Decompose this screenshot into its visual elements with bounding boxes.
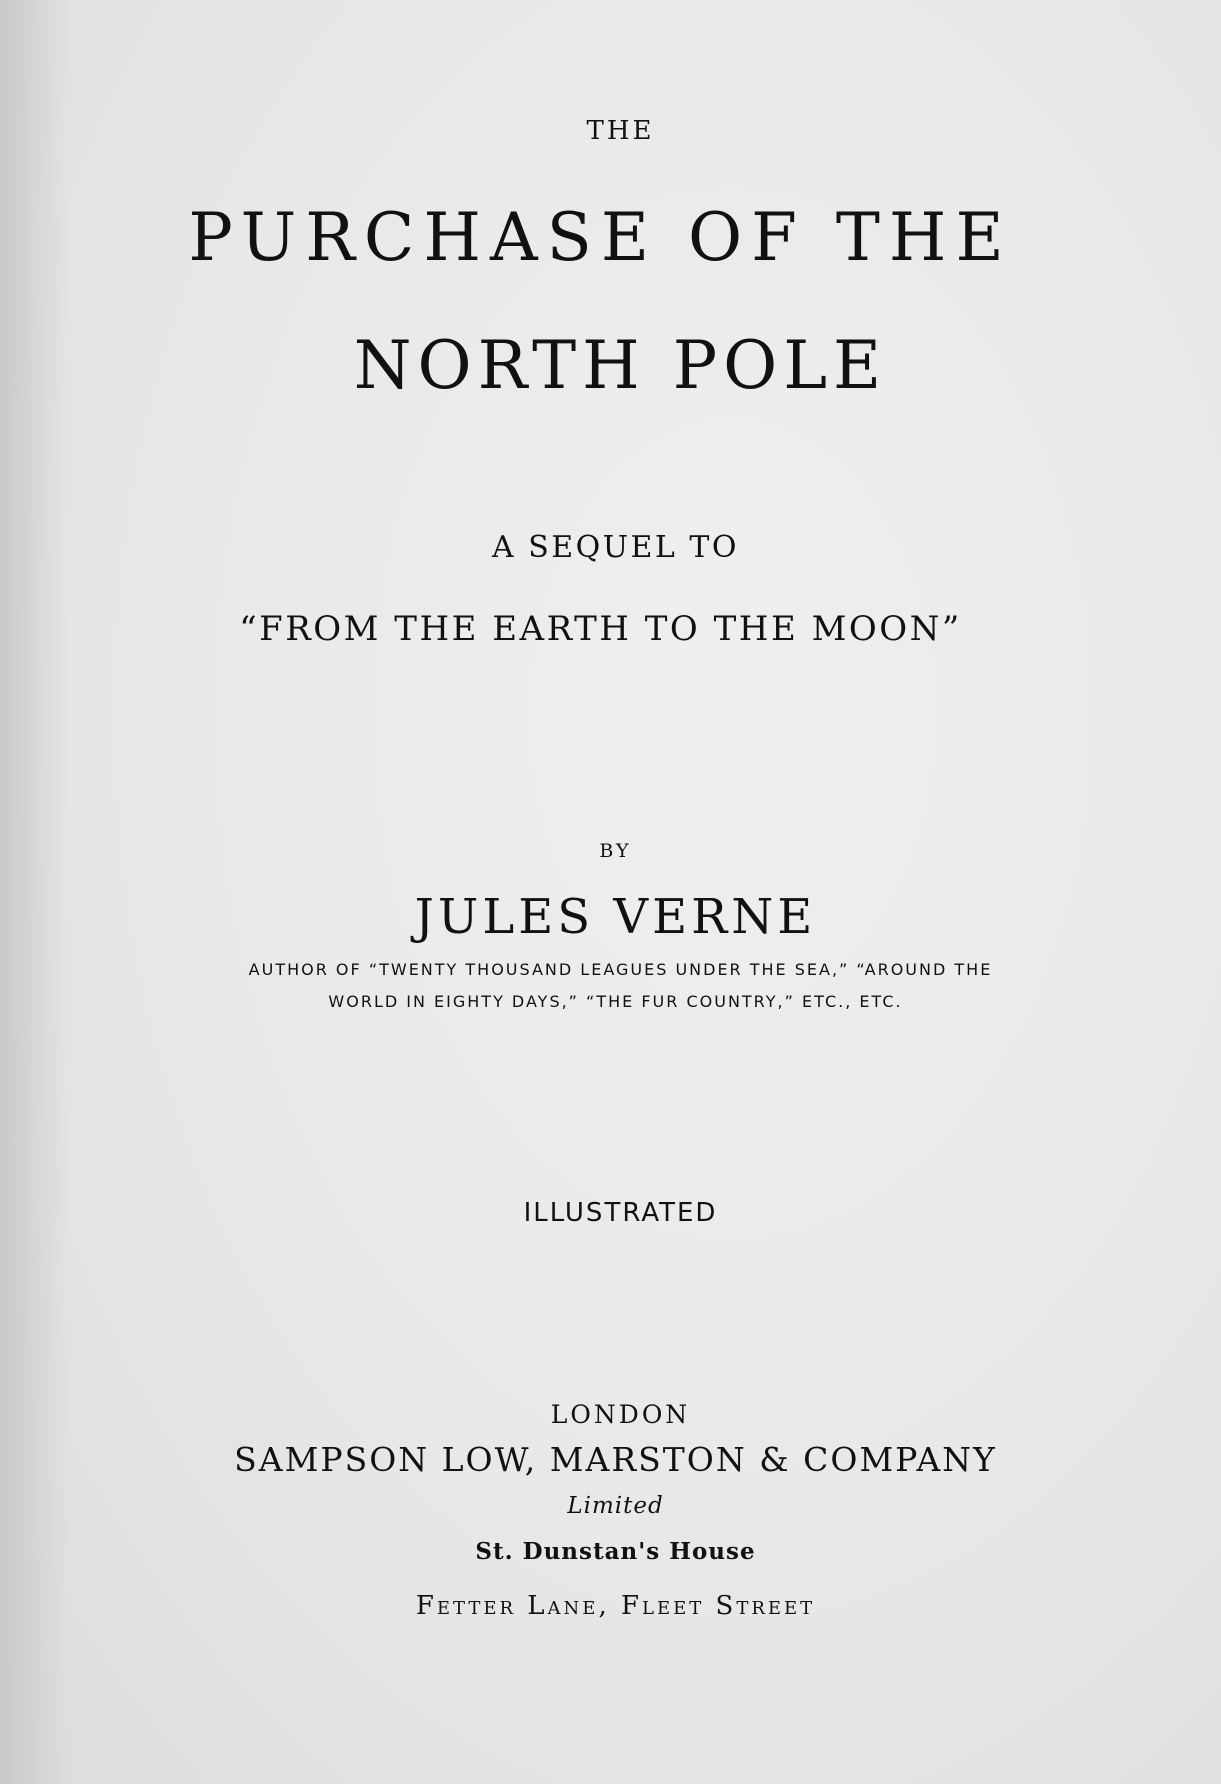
publisher-house: St. Dunstan's House <box>475 1538 756 1565</box>
publisher-name: SAMPSON LOW, MARSTON & COMPANY <box>234 1440 997 1479</box>
publisher-street: Fetter Lane, Fleet Street <box>415 1591 816 1621</box>
publisher-suffix: Limited <box>567 1493 664 1519</box>
publisher-city: LONDON <box>550 1400 691 1429</box>
subtitle-line-1: A SEQUEL TO <box>492 530 739 565</box>
book-title-line-2: NORTH POLE <box>353 327 888 404</box>
by-label: BY <box>599 840 632 862</box>
author-name: JULES VERNE <box>414 889 817 945</box>
subtitle-line-2: “FROM THE EARTH TO THE MOON” <box>239 609 962 649</box>
book-title-line-1: PURCHASE OF THE <box>188 199 1013 276</box>
illustrated-label: ILLUSTRATED <box>523 1198 718 1228</box>
title-article: THE <box>586 116 655 146</box>
author-credits-line-2: WORLD IN EIGHTY DAYS,” “THE FUR COUNTRY,” ETC., ETC. <box>328 992 903 1011</box>
author-credits-line-1: AUTHOR OF “TWENTY THOUSAND LEAGUES UNDER THE SEA,” “AROUND THE <box>248 960 993 979</box>
